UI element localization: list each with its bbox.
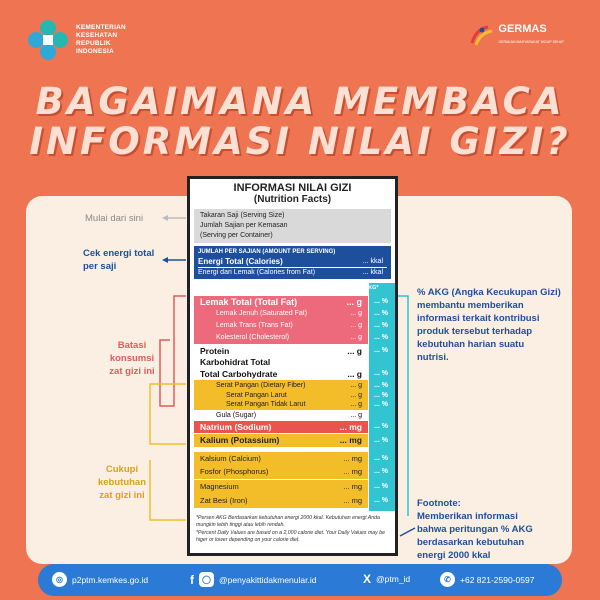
- nutrient-name: Serat Pangan (Dietary Fiber): [216, 382, 306, 389]
- footer-social1[interactable]: [190, 572, 316, 587]
- org-line: INDONESIA: [76, 48, 114, 55]
- nutrient-value: ... mg: [343, 454, 362, 463]
- nutrient-akg-percent: ... %: [374, 310, 389, 317]
- annotation-enough-line: kebutuhan: [97, 477, 147, 488]
- nutrient-akg-percent: ... %: [374, 455, 389, 462]
- footer-website-text: p2ptm.kemkes.go.id: [72, 574, 149, 585]
- page-title-line1: BAGAIMANA MEMBACA: [35, 80, 565, 123]
- nutrient-akg-percent: ... %: [374, 334, 389, 341]
- org-line: KEMENTERIAN: [76, 24, 126, 31]
- nutrient-name: Serat Pangan Tidak Larut: [226, 401, 306, 408]
- annotation-enough: [94, 463, 150, 502]
- nutrient-name: Serat Pangan Larut: [226, 392, 287, 399]
- nutrient-name: Gula (Sugar): [216, 412, 257, 419]
- nutrient-akg-percent: ... %: [374, 401, 389, 408]
- akg-header: % AKG*: [358, 285, 379, 291]
- annotation-limit-line: zat gizi ini: [109, 366, 155, 377]
- nutrient-value: ... g: [347, 346, 362, 356]
- energy-total-value: ... kkal: [362, 258, 383, 265]
- germas-text: GERMAS: [498, 23, 547, 35]
- org-line: KESEHATAN: [76, 32, 118, 39]
- footnote-en: *Percent Daily Values are based on a 2,000 calorie diet. Your Daily Values may be higer or lower depending on your calorie diet.: [196, 530, 385, 543]
- nutrient-name: Total Carbohydrate: [200, 369, 278, 379]
- energy-fat: Energi dari Lemak (Calories from Fat): [198, 269, 316, 276]
- globe-icon: ◎: [52, 572, 67, 587]
- nutrient-value: ... mg: [343, 482, 362, 491]
- nutrient-name: Natrium (Sodium): [200, 422, 272, 432]
- nutrient-akg-percent: ... %: [374, 370, 389, 377]
- footnote-id: *Persen AKG Berdasarkan kebutuhan energi 2000 kkal. Kebutuhan energi Anda mungkin lebih tinggi atau lebih rendah.: [196, 515, 380, 528]
- nutrient-value: ... g: [350, 310, 362, 317]
- annotation-akg-line: kebutuhan harian suatu: [417, 339, 525, 350]
- footer-social2[interactable]: [363, 572, 410, 586]
- annotation-energy-line: Cek energi total: [83, 248, 155, 259]
- nutrient-name: Zat Besi (Iron): [200, 496, 248, 505]
- annotation-footnote-line: Footnote:: [417, 498, 461, 509]
- nutrient-akg-percent: ... %: [374, 483, 389, 490]
- enough-bracket-top: [150, 384, 186, 444]
- nutrient-value: ... mg: [339, 435, 362, 445]
- footer-bar: [38, 564, 562, 596]
- nutrient-name: Kolesterol (Cholesterol): [216, 334, 290, 341]
- nutrient-name: Lemak Jenuh (Saturated Fat): [216, 310, 308, 317]
- annotation-start: Mulai dari sini: [85, 213, 144, 224]
- footer-website[interactable]: [52, 572, 148, 587]
- nutrient-value: ... g: [346, 297, 362, 307]
- nutrient-value: ... g: [350, 334, 362, 341]
- nutrient-value: ... mg: [339, 422, 362, 432]
- nutrient-akg-percent: ... %: [374, 382, 389, 389]
- nutrient-name: Protein: [200, 346, 230, 356]
- annotation-footnote-line: energi 2000 kkal: [417, 550, 491, 561]
- instagram-icon: ◯: [199, 572, 214, 587]
- nutrient-name: Lemak Trans (Trans Fat): [216, 322, 293, 329]
- nutrient-name: Kalsium (Calcium): [200, 454, 261, 463]
- annotation-akg-line: nutrisi.: [417, 352, 449, 363]
- nutrient-value: ... g: [350, 392, 362, 399]
- nutrient-akg-percent: ... %: [374, 322, 389, 329]
- annotation-enough-line: zat gizi ini: [99, 490, 145, 501]
- annotation-akg-line: % AKG (Angka Kecukupan Gizi): [417, 287, 561, 298]
- nutrient-value: ... g: [350, 401, 362, 408]
- start-arrow: [162, 215, 168, 221]
- serving-size: Takaran Saji (Serving Size): [200, 212, 285, 219]
- nutrient-value: ... g: [350, 412, 362, 419]
- nutrient-akg-percent: ... %: [374, 437, 389, 444]
- annotation-limit-line: Batasi: [117, 340, 147, 351]
- footer-social2-text: @ptm_id: [376, 574, 411, 584]
- nutrient-name: Kalium (Potassium): [200, 435, 280, 445]
- enough-bracket-bottom: [150, 460, 186, 520]
- annotation-energy-line: per saji: [83, 261, 117, 272]
- annotation-limit-line: konsumsi: [109, 353, 155, 364]
- energy-total: Energi Total (Calories): [198, 257, 283, 266]
- facebook-icon: f: [190, 572, 194, 587]
- nutrient-name: Magnesium: [200, 482, 239, 491]
- serving-per-container: Jumlah Sajian per Kemasan: [200, 222, 288, 229]
- label-heading: INFORMASI NILAI GIZI: [233, 182, 352, 194]
- annotation-footnote-line: berdasarkan kebutuhan: [417, 537, 525, 548]
- nutrient-akg-percent: ... %: [374, 423, 389, 430]
- nutrient-value: ... g: [347, 369, 362, 379]
- footer-phone[interactable]: [440, 572, 534, 587]
- nutrient-value: ... mg: [343, 467, 362, 476]
- serving-per-container-en: (Serving per Container): [200, 232, 273, 239]
- nutrient-name: Fosfor (Phosphorus): [200, 467, 269, 476]
- annotation-footnote: [417, 497, 533, 562]
- germas-sub: GERAKAN MASYARAKAT HIDUP SEHAT: [498, 40, 564, 44]
- limit-bracket: [160, 296, 186, 406]
- nutrient-akg-percent: ... %: [374, 497, 389, 504]
- akg-bracket: [398, 296, 408, 516]
- nutrient-value: ... mg: [343, 496, 362, 505]
- nutrient-name: Karbohidrat Total: [200, 357, 271, 367]
- annotation-akg-line: informasi terkait kontribusi: [417, 313, 540, 324]
- nutrient-akg-percent: ... %: [374, 468, 389, 475]
- org-line: REPUBLIK: [76, 40, 111, 47]
- annotation-energy: [83, 247, 154, 273]
- annotation-akg-line: membantu memberikan: [417, 300, 524, 311]
- energy-arrow: [162, 257, 168, 263]
- whatsapp-icon: ✆: [440, 572, 455, 587]
- page-title-line2: INFORMASI NILAI GIZI?: [29, 120, 571, 163]
- nutrient-akg-percent: ... %: [374, 347, 389, 354]
- nutrient-name: Lemak Total (Total Fat): [200, 297, 298, 307]
- nutrient-value: ... g: [350, 322, 362, 329]
- annotation-akg: [417, 286, 561, 364]
- per-serving-heading: JUMLAH PER SAJIAN (AMOUNT PER SERVING): [198, 249, 336, 255]
- footer-phone-text: +62 821-2590-0597: [460, 574, 535, 585]
- nutrient-akg-percent: ... %: [374, 298, 389, 305]
- annotation-akg-line: produk tersebut terhadap: [417, 326, 533, 337]
- x-icon: X: [363, 572, 372, 586]
- footer-social1-text: @penyakittidakmenular.id: [219, 574, 317, 585]
- footnote-line: [400, 528, 415, 536]
- nutrient-value: ... g: [350, 382, 362, 389]
- annotation-limit: [104, 339, 160, 378]
- annotation-enough-line: Cukupi: [105, 464, 139, 475]
- nutrient-akg-percent: ... %: [374, 392, 389, 399]
- annotation-footnote-line: Memberikan informasi: [417, 511, 518, 522]
- annotation-footnote-line: bahwa peritungan % AKG: [417, 524, 533, 535]
- label-subheading: (Nutrition Facts): [253, 194, 332, 205]
- energy-fat-value: ... kkal: [362, 269, 383, 276]
